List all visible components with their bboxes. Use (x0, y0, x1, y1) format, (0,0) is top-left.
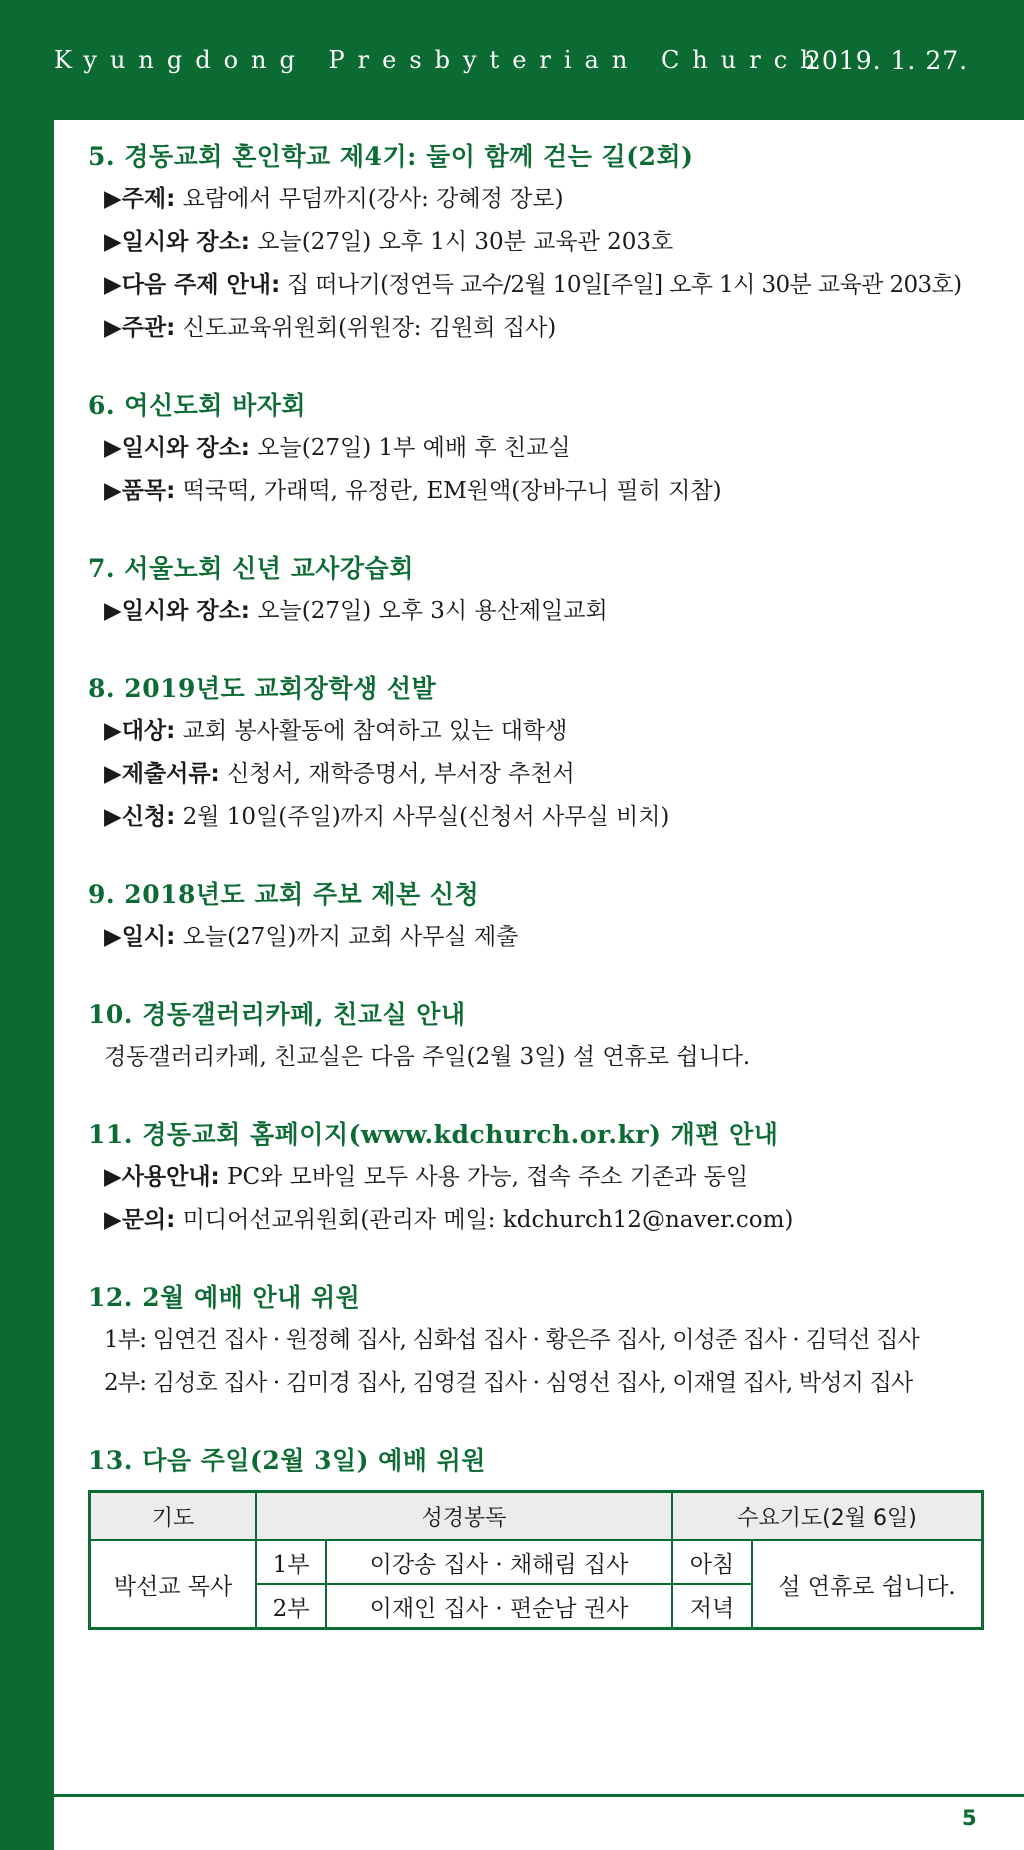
worship-roles-table (88, 1490, 984, 1630)
item-label: ▶제출서류: (104, 761, 220, 787)
list-item (88, 1203, 1000, 1237)
list-item (88, 757, 1000, 791)
section-9 (88, 878, 1000, 954)
section-title: 7. 서울노회 신년 교사강습회 (88, 554, 414, 583)
item-text: 오늘(27일) 오후 3시 용산제일교회 (249, 598, 608, 624)
header-wednesday-prayer: 수요기도(2월 6일) (672, 1492, 983, 1541)
left-sidebar-bar (0, 0, 54, 1850)
list-item (88, 920, 1000, 954)
section-7 (88, 552, 1000, 628)
reader-names: 이재인 집사 · 편순남 권사 (326, 1584, 672, 1629)
wednesday-note: 설 연휴로 쉽니다. (752, 1540, 983, 1629)
church-name: Kyungdong Presbyterian Church (54, 46, 829, 74)
section-11 (88, 1118, 1000, 1237)
list-item (88, 594, 1000, 628)
section-12 (88, 1281, 1000, 1400)
section-title: 13. 다음 주일(2월 3일) 예배 위원 (88, 1446, 486, 1475)
wednesday-time: 아침 (672, 1540, 752, 1584)
item-label: ▶신청: (104, 804, 176, 830)
bulletin-date: 2019. 1. 27. (805, 46, 969, 75)
list-item (88, 1160, 1000, 1194)
header-scripture-reading: 성경봉독 (256, 1492, 672, 1541)
section-title: 10. 경동갤러리카페, 친교실 안내 (88, 1000, 466, 1029)
footer-divider (54, 1794, 1024, 1797)
list-item (88, 431, 1000, 465)
section-title: 5. 경동교회 혼인학교 제4기: 둘이 함께 걷는 길(2회) (88, 142, 694, 171)
item-label: ▶일시와 장소: (104, 435, 250, 461)
section-title: 6. 여신도회 바자회 (88, 391, 307, 420)
item-label: ▶문의: (104, 1207, 176, 1233)
item-text: 떡국떡, 가래떡, 유정란, EM원액(장바구니 필히 지참) (175, 478, 722, 504)
list-item (88, 311, 1000, 345)
usher-list-first-service: 1부: 임연건 집사 · 원정혜 집사, 심화섭 집사 · 황은주 집사, 이성준 집사 · 김덕선 집사 (104, 1327, 919, 1353)
item-text: 오늘(27일) 1부 예배 후 친교실 (249, 435, 571, 461)
item-label: ▶대상: (104, 718, 176, 744)
page-number: 5 (962, 1806, 977, 1830)
item-text: 2월 10일(주일)까지 사무실(신청서 사무실 비치) (175, 804, 670, 830)
list-item (88, 225, 1000, 259)
item-label: ▶일시와 장소: (104, 598, 250, 624)
table-row (90, 1540, 983, 1584)
item-text: 미디어선교위원회(관리자 메일: kdchurch12@naver.com) (175, 1207, 794, 1233)
prayer-leader: 박선교 목사 (90, 1540, 257, 1629)
item-label: ▶다음 주제 안내: (104, 272, 281, 298)
table-header-row (90, 1492, 983, 1541)
list-item (88, 714, 1000, 748)
section-6 (88, 389, 1000, 508)
item-label: ▶주관: (104, 315, 176, 341)
item-label: ▶일시: (104, 924, 176, 950)
item-label: ▶사용안내: (104, 1164, 220, 1190)
item-text: 오늘(27일) 오후 1시 30분 교육관 203호 (249, 229, 674, 255)
section-title: 12. 2월 예배 안내 위원 (88, 1283, 361, 1312)
item-text: 오늘(27일)까지 교회 사무실 제출 (175, 924, 519, 950)
reader-names: 이강송 집사 · 채해림 집사 (326, 1540, 672, 1584)
list-item (88, 474, 1000, 508)
item-text: PC와 모바일 모두 사용 가능, 접속 주소 기존과 동일 (219, 1164, 749, 1190)
item-text: 신도교육위원회(위원장: 김원희 집사) (175, 315, 557, 341)
notice-text: 경동갤러리카페, 친교실은 다음 주일(2월 3일) 설 연휴로 쉽니다. (104, 1044, 751, 1070)
section-8 (88, 672, 1000, 834)
list-item (88, 800, 1000, 834)
usher-list-second-service: 2부: 김성호 집사 · 김미경 집사, 김영걸 집사 · 심영선 집사, 이재열 집사, 박성지 집사 (104, 1370, 913, 1396)
item-text: 요람에서 무덤까지(강사: 강혜정 장로) (175, 186, 564, 212)
announcements (88, 140, 1000, 1630)
item-text: 신청서, 재학증명서, 부서장 추천서 (219, 761, 575, 787)
section-13 (88, 1444, 1000, 1630)
service-label: 2부 (256, 1584, 326, 1629)
list-item (88, 182, 1000, 216)
section-title: 8. 2019년도 교회장학생 선발 (88, 674, 437, 703)
item-text: 집 떠나기(정연득 교수/2월 10일[주일] 오후 1시 30분 교육관 203호) (280, 272, 962, 298)
item-label: ▶품목: (104, 478, 176, 504)
item-text: 교회 봉사활동에 참여하고 있는 대학생 (175, 718, 568, 744)
wednesday-time: 저녁 (672, 1584, 752, 1629)
header-prayer: 기도 (90, 1492, 257, 1541)
section-title: 9. 2018년도 교회 주보 제본 신청 (88, 880, 480, 909)
service-label: 1부 (256, 1540, 326, 1584)
section-title: 11. 경동교회 홈페이지(www.kdchurch.or.kr) 개편 안내 (88, 1120, 779, 1149)
section-10 (88, 998, 1000, 1074)
section-5 (88, 140, 1000, 345)
list-item (88, 268, 1000, 302)
item-label: ▶일시와 장소: (104, 229, 250, 255)
item-label: ▶주제: (104, 186, 176, 212)
